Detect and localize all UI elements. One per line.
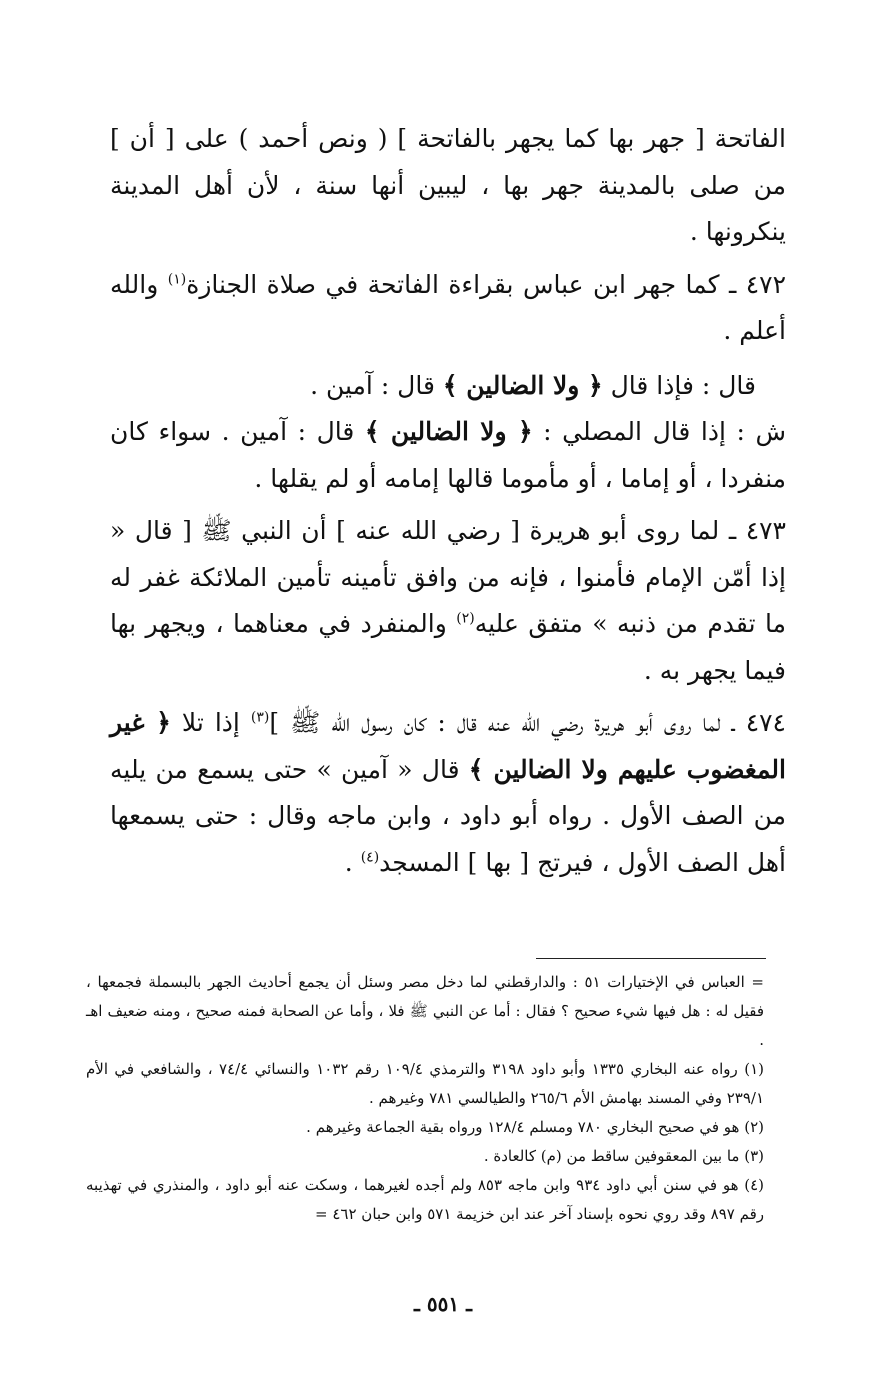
sharh-paragraph	[110, 409, 786, 502]
matn-text: قال : آمين .	[310, 370, 443, 400]
continuation-marker: =	[751, 973, 764, 991]
footnote-3: (٣) ما بين المعقوفين ساقط من (م) كالعادة .	[483, 1147, 764, 1165]
sharh-text: قال : آمين . سواء كان منفردا ، أو إماما ، أو مأموما قالها إمامه أو لم يقلها .	[110, 417, 786, 493]
continuation-marker: =	[315, 1205, 328, 1223]
item-text: لما روى أبو هريرة رضي الله عنه قال : كان رسول الله ﷺ ]	[269, 708, 721, 737]
footnotes	[86, 968, 764, 1229]
item-text: والله أعلم .	[110, 269, 786, 345]
item-text: قال « آمين » حتى يسمع من يليه من الصف الأول . رواه أبو داود ، وابن ماجه وقال : حتى يسمعها أهل الصف الأول ، فيرتج [ بها ] المسجد	[110, 754, 786, 877]
quran-quote: ﴿ ولا الضالين ﴾	[442, 370, 603, 400]
item-number: ٤٧٤ ـ	[731, 708, 786, 737]
page-number: ـ ٥٥١ ـ	[414, 1292, 472, 1316]
footnote-text: (٤) هو في سنن أبي داود ٩٣٤ وابن ماجه ٨٥٣ ولم أجده لغيرهما ، وسكت عنه أبو داود ، والمنذري في تهذيبه رقم ٨٩٧ وقد روي نحوه بإسناد آخر عند ابن خزيمة ٥٧١ وابن حبان ٤٦٢	[86, 1176, 764, 1223]
footnote-1: (١) رواه عنه البخاري ١٣٣٥ وأبو داود ٣١٩٨ والترمذي ١٠٩/٤ رقم ١٠٣٢ والنسائي ٧٤/٤ ، والشافعي في الأم ٢٣٩/١ وفي المسند بهامش الأم ٢٦٥/٦ والطيالسي ٧٨١ وغيرهم .	[86, 1060, 764, 1107]
quran-quote: ﴿ ولا الضالين ﴾	[364, 417, 533, 446]
footnote-ref: (٤)	[360, 849, 380, 866]
item-text: لما روى أبو هريرة [ رضي الله عنه ] أن النبي ﷺ [ قال « إذا أمّن الإمام فأمنوا ، فإنه من وافق تأمينه تأمين الملائكة غفر له ما تقدم من ذنبه » متفق عليه	[110, 516, 786, 638]
item-text: إذا تلا	[170, 708, 251, 737]
item-474	[110, 700, 786, 886]
item-472	[110, 262, 786, 355]
footnote-ref: (٢)	[456, 610, 475, 627]
matn-text: قال : فإذا قال	[602, 370, 756, 400]
item-text: كما جهر ابن عباس بقراءة الفاتحة في صلاة الجنازة	[186, 269, 720, 299]
footnote-2: (٢) هو في صحيح البخاري ٧٨٠ ومسلم ١٢٨/٤ ورواه بقية الجماعة وغيرهم .	[306, 1118, 764, 1136]
item-number: ٤٧٣ ـ	[728, 516, 786, 545]
item-text: والمنفرد في معناهما ، ويجهر بها فيما يجهر به .	[110, 609, 786, 685]
quran-quote: ﴿ غير المغضوب عليهم ولا الضالين ﴾	[110, 708, 786, 784]
footnote-text: العباس في الإختيارات ٥١ : والدارقطني لما دخل مصر وسئل أن يجمع أحاديث الجهر بالبسملة فجمعها ، فقيل له : هل فيها شيء صحيح ؟ فقال : أما عن النبي ﷺ فلا ، وأما عن الصحابة فمنه صحيح ، ومنه ضعيف اهـ .	[86, 973, 764, 1049]
footnote-continuation	[86, 968, 764, 1055]
sharh-text: ش : إذا قال المصلي :	[532, 417, 786, 446]
footnote-divider	[536, 958, 766, 959]
matn-line	[110, 363, 786, 410]
footnote-4	[86, 1171, 764, 1229]
item-number: ٤٧٢ ـ	[728, 269, 787, 299]
footnote-ref: (٣)	[250, 709, 270, 726]
main-text	[110, 116, 786, 886]
footnote-ref: (١)	[167, 271, 187, 288]
item-473	[110, 508, 786, 694]
paragraph-continuation: الفاتحة [ جهر بها كما يجهر بالفاتحة ] ( ونص أحمد ) على [ أن ] من صلى بالمدينة جهر بها ، ليبين أنها سنة ، لأن أهل المدينة ينكرونها .	[110, 124, 786, 246]
item-text: .	[344, 847, 361, 877]
